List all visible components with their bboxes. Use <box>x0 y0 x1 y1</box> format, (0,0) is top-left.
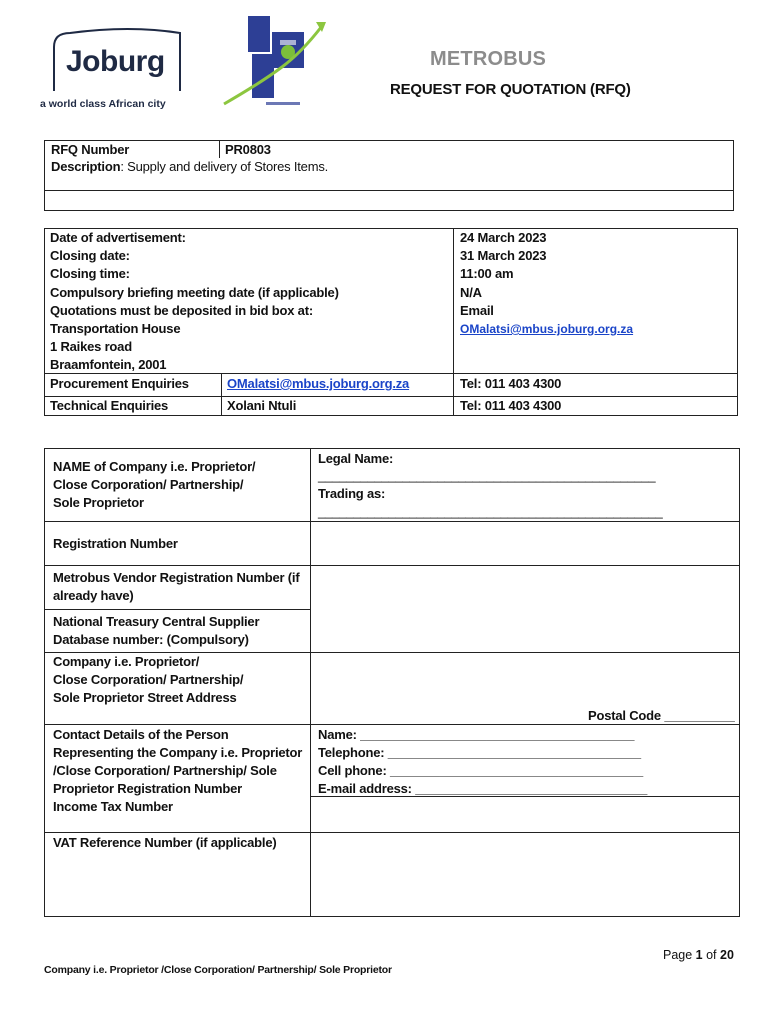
registration-number-field[interactable] <box>311 522 739 564</box>
schedule-label-deposit: Quotations must be deposited in bid box at: <box>50 303 313 318</box>
page-of: of <box>702 948 720 962</box>
schedule-value-briefing: N/A <box>460 285 482 300</box>
contact-details-label-4: Proprietor Registration Number <box>53 781 243 796</box>
street-address-label-3: Sole Proprietor Street Address <box>53 690 237 705</box>
contact-email-field[interactable]: E-mail address: _________________________________ <box>318 781 648 796</box>
technical-contact: Xolani Ntuli <box>227 398 297 413</box>
schedule-vdivider-right <box>453 228 454 416</box>
rfq-description-value: : Supply and delivery of Stores Items. <box>120 159 329 174</box>
contact-details-label-2: Representing the Company i.e. Proprietor <box>53 745 303 760</box>
schedule-label-briefing: Compulsory briefing meeting date (if applicable) <box>50 285 339 300</box>
schedule-value-closing-date: 31 March 2023 <box>460 248 547 263</box>
postal-code-field[interactable]: Postal Code __________ <box>588 708 735 723</box>
joburg-tagline: a world class African city <box>40 98 166 110</box>
vat-reference-field[interactable] <box>311 833 739 916</box>
page-prefix: Page <box>663 948 696 962</box>
vendor-csd-field[interactable] <box>311 566 739 651</box>
schedule-value-closing-time: 11:00 am <box>460 266 514 281</box>
contact-name-field[interactable]: Name: _______________________________________ <box>318 727 635 742</box>
rfq-box-divider <box>44 190 734 191</box>
csd-number-label-2: Database number: (Compulsory) <box>53 632 249 647</box>
registration-number-label: Registration Number <box>53 536 178 551</box>
schedule-email-link[interactable]: OMalatsi@mbus.joburg.org.za <box>460 322 634 336</box>
income-tax-label: Income Tax Number <box>53 799 173 814</box>
company-name-label-1: NAME of Company i.e. Proprietor/ <box>53 459 256 474</box>
vendor-registration-label-1: Metrobus Vendor Registration Number (if <box>53 570 300 585</box>
legal-name-label: Legal Name: <box>318 451 394 466</box>
schedule-label-address-1: Transportation House <box>50 321 181 336</box>
procurement-email-link[interactable]: OMalatsi@mbus.joburg.org.za <box>227 376 410 391</box>
trading-as-label: Trading as: <box>318 486 386 501</box>
company-name-label-2: Close Corporation/ Partnership/ <box>53 477 244 492</box>
document-organisation: METROBUS <box>430 48 547 70</box>
vat-reference-label: VAT Reference Number (if applicable) <box>53 835 277 850</box>
csd-number-label-1: National Treasury Central Supplier <box>53 614 260 629</box>
document-title: REQUEST FOR QUOTATION (RFQ) <box>390 81 631 98</box>
rfq-number-value: PR0803 <box>225 142 271 157</box>
footer-text: Company i.e. Proprietor /Close Corporation/ Partnership/ Sole Proprietor <box>44 964 392 976</box>
page-current: 1 <box>695 948 703 962</box>
contact-details-label-3: /Close Corporation/ Partnership/ Sole <box>53 763 277 778</box>
page-total: 20 <box>720 948 734 962</box>
schedule-value-advertisement: 24 March 2023 <box>460 230 547 245</box>
company-name-label-3: Sole Proprietor <box>53 495 144 510</box>
rfq-number-label: RFQ Number <box>51 142 130 157</box>
legal-name-field[interactable]: ________________________________________________ <box>318 468 656 483</box>
rfq-description-label: Description <box>51 159 121 174</box>
schedule-label-address-2: 1 Raikes road <box>50 339 132 354</box>
income-tax-field[interactable] <box>311 797 739 831</box>
rfq-description <box>51 158 328 176</box>
schedule-label-advertisement: Date of advertisement: <box>50 230 186 245</box>
schedule-vdivider-mid <box>221 373 222 416</box>
joburg-logo <box>40 25 215 115</box>
company-row-divider-3 <box>44 609 310 610</box>
vendor-registration-label-2: already have) <box>53 588 134 603</box>
street-address-label-1: Company i.e. Proprietor/ <box>53 654 200 669</box>
page-number <box>663 948 734 962</box>
street-address-label-2: Close Corporation/ Partnership/ <box>53 672 244 687</box>
contact-cellphone-field[interactable]: Cell phone: ____________________________________ <box>318 763 644 778</box>
procurement-tel: Tel: 011 403 4300 <box>460 376 562 391</box>
street-address-field[interactable] <box>311 653 739 705</box>
contact-telephone-field[interactable]: Telephone: ____________________________________ <box>318 745 641 760</box>
schedule-label-closing-time: Closing time: <box>50 266 130 281</box>
technical-enquiries-label: Technical Enquiries <box>50 398 169 413</box>
schedule-label-address-3: Braamfontein, 2001 <box>50 357 167 372</box>
schedule-label-closing-date: Closing date: <box>50 248 130 263</box>
joburg-wordmark: Joburg <box>66 45 165 78</box>
trading-as-field[interactable]: _________________________________________________ <box>318 504 663 519</box>
technical-tel: Tel: 011 403 4300 <box>460 398 562 413</box>
contact-details-label-1: Contact Details of the Person <box>53 727 229 742</box>
procurement-enquiries-label: Procurement Enquiries <box>50 376 189 391</box>
metrobus-logo <box>222 12 332 112</box>
rfq-box-vdivider <box>219 140 220 158</box>
schedule-value-deposit: Email <box>460 303 494 318</box>
